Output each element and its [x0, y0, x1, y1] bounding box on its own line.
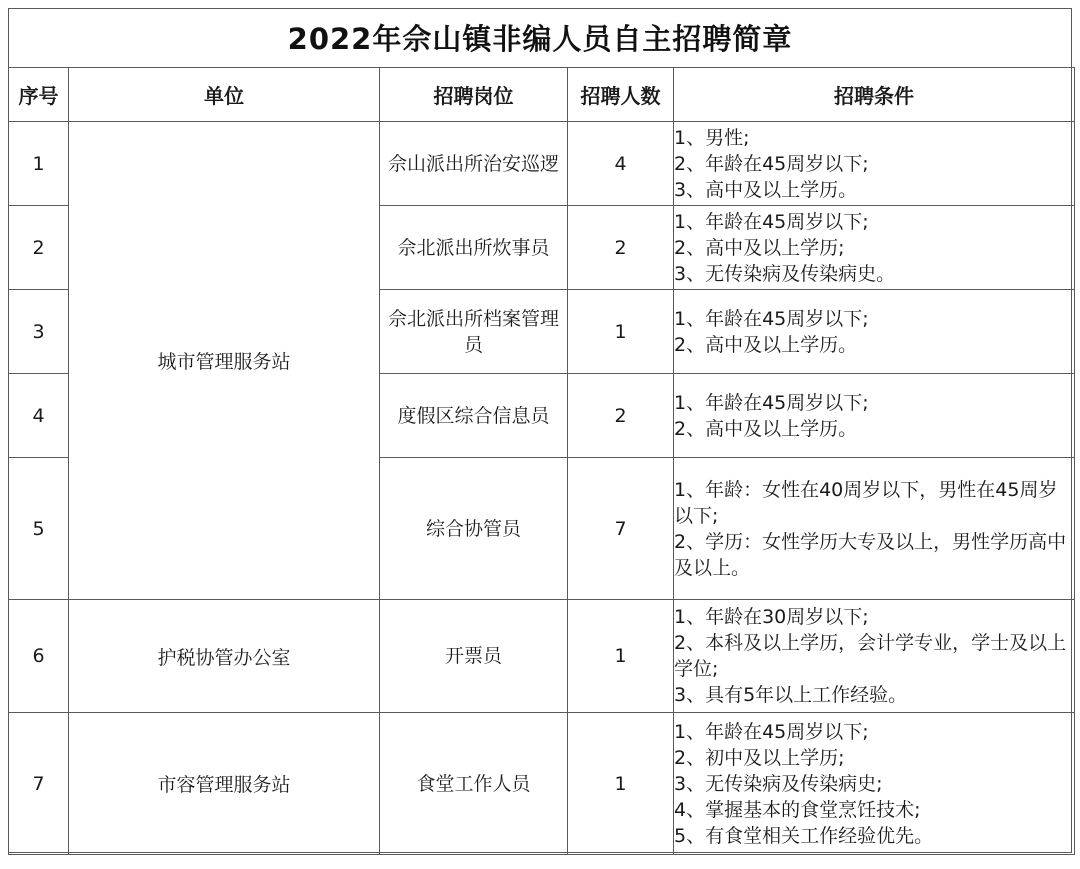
row-count: 2	[568, 206, 674, 290]
header-unit: 单位	[69, 68, 380, 122]
row-conditions	[674, 290, 1075, 374]
row-conditions	[674, 122, 1075, 206]
condition-line: 2、年龄在45周岁以下;	[674, 152, 869, 175]
condition-line: 3、无传染病及传染病史;	[674, 772, 883, 795]
row-position: 度假区综合信息员	[380, 374, 568, 458]
row-conditions	[674, 374, 1075, 458]
condition-line: 1、年龄在30周岁以下;	[674, 606, 869, 628]
condition-line: 2、本科及以上学历，会计学专业，学士及以上学位;	[674, 632, 1067, 680]
condition-line: 1、年龄：女性在40周岁以下，男性在45周岁以下;	[674, 478, 1058, 527]
row-index: 6	[9, 600, 69, 713]
row-position: 综合协管员	[380, 458, 568, 600]
row-index: 2	[9, 206, 69, 290]
table-row	[9, 600, 1075, 713]
condition-line: 3、具有5年以上工作经验。	[674, 684, 908, 706]
condition-line: 1、年龄在45周岁以下;	[674, 720, 869, 743]
condition-line: 3、无传染病及传染病史。	[674, 262, 896, 285]
condition-line: 2、高中及以上学历;	[674, 236, 845, 259]
condition-line: 2、初中及以上学历;	[674, 746, 845, 769]
condition-line: 1、年龄在45周岁以下;	[674, 307, 869, 330]
row-conditions	[674, 458, 1075, 600]
condition-line: 1、年龄在45周岁以下;	[674, 210, 869, 233]
condition-line: 2、高中及以上学历。	[674, 417, 858, 440]
header-conditions: 招聘条件	[674, 68, 1075, 122]
condition-line: 5、有食堂相关工作经验优先。	[674, 824, 934, 847]
condition-line: 2、学历：女性学历大专及以上，男性学历高中及以上。	[674, 530, 1067, 579]
recruitment-sheet	[8, 8, 1072, 853]
row-index: 1	[9, 122, 69, 206]
row-position: 佘北派出所档案管理员	[380, 290, 568, 374]
table-row	[9, 713, 1075, 855]
row-position: 佘北派出所炊事员	[380, 206, 568, 290]
condition-line: 1、年龄在45周岁以下;	[674, 391, 869, 414]
condition-line: 3、高中及以上学历。	[674, 178, 858, 201]
unit-cell-merged: 城市管理服务站	[69, 122, 380, 600]
row-index: 4	[9, 374, 69, 458]
row-count: 7	[568, 458, 674, 600]
header-position: 招聘岗位	[380, 68, 568, 122]
header-count: 招聘人数	[568, 68, 674, 122]
row-conditions	[674, 713, 1075, 855]
condition-line: 2、高中及以上学历。	[674, 333, 858, 356]
condition-line: 4、掌握基本的食堂烹饪技术;	[674, 798, 921, 821]
header-index: 序号	[9, 68, 69, 122]
row-unit: 市容管理服务站	[69, 713, 380, 855]
row-conditions	[674, 206, 1075, 290]
row-position: 佘山派出所治安巡逻	[380, 122, 568, 206]
table-header-row	[9, 68, 1075, 122]
row-count: 1	[568, 600, 674, 713]
row-index: 7	[9, 713, 69, 855]
recruitment-table	[8, 67, 1075, 855]
row-index: 5	[9, 458, 69, 600]
row-count: 1	[568, 290, 674, 374]
row-conditions	[674, 600, 1075, 713]
row-count: 2	[568, 374, 674, 458]
row-count: 1	[568, 713, 674, 855]
row-position: 开票员	[380, 600, 568, 713]
row-position: 食堂工作人员	[380, 713, 568, 855]
condition-line: 1、男性;	[674, 126, 750, 149]
table-row	[9, 122, 1075, 206]
row-count: 4	[568, 122, 674, 206]
row-index: 3	[9, 290, 69, 374]
document-title: 2022年佘山镇非编人员自主招聘简章	[287, 22, 793, 56]
row-unit: 护税协管办公室	[69, 600, 380, 713]
